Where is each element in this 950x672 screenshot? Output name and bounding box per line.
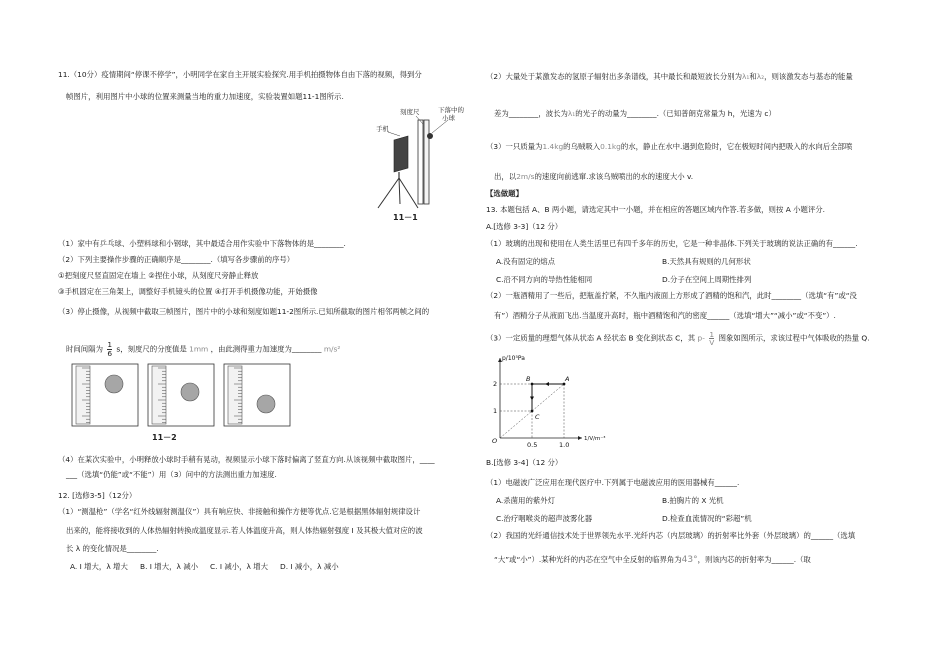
arrow-bc: [530, 397, 534, 401]
ruler-strip: [152, 366, 166, 424]
q13-instruction: 13. 本题包括 A、B 两小题，请选定其中一小题，并在相应的答题区域内作答.若多做，则按 A 小题评分.: [486, 205, 826, 214]
ruler-strip: [228, 366, 242, 424]
ball-image: [181, 383, 199, 401]
ball-image: [105, 375, 123, 393]
q12-title: 12. [选修3-5]（12分）: [58, 491, 137, 500]
q13a-part1-option-d: D.分子在空间上周期性排列: [662, 275, 752, 284]
dash: -: [702, 333, 705, 343]
q11-part4-line1: （4）在某次实验中，小明释放小球时手稍有晃动，视频显示小球下落时偏离了竖直方向.从该视频中截取图片，____: [58, 455, 435, 464]
q12-part1-line3: 长 λ 的变化情况是________.: [66, 544, 159, 553]
q11-stem-line2: 帧图片，利用图片中小球的位置来测量当地的重力加速度，实验装置如题11-1图所示.: [66, 92, 344, 101]
fig1-label-ball2: 小球: [442, 114, 455, 122]
y-tick-1: 1: [493, 407, 498, 415]
x-tick-05: 0.5: [527, 441, 538, 449]
point-b: [531, 383, 534, 386]
point-c: [531, 410, 534, 413]
fig1-caption: 11－1: [393, 213, 418, 222]
q12-part2-line2: 差为________，波长为λ₁的光子的动量为________.（已知普朗克常量为 h，光速为 c）: [494, 109, 776, 118]
elective-label: 【选做题】: [486, 189, 523, 198]
arrow-ab: [545, 382, 549, 386]
x-axis-arrow: [578, 436, 582, 440]
q11-part2: （2）下列主要操作步骤的正确顺序是________.（填写各步骤前的序号）: [58, 255, 295, 264]
fig2-caption: 11－2: [152, 433, 177, 442]
y-axis-label: p/10⁵Pa: [502, 355, 525, 362]
ball-image: [257, 395, 275, 413]
q13b-part2-line1: （2）我国的光纤通信技术处于世界领先水平.光纤内芯（内层玻璃）的折射率比外套（外层玻璃）的______（选填: [486, 531, 856, 540]
origin-label: O: [492, 437, 498, 445]
q13a-title: A.[选修 3-3]（12 分）: [486, 222, 563, 231]
q13b-title: B.[选修 3-4]（12 分）: [486, 458, 563, 467]
q13b-part1-option-b: B.拍胸片的 X 光机: [662, 496, 724, 505]
fig1-label-ruler: 刻度尺: [400, 108, 420, 116]
q13a-part3: （3）一定质量的理想气体从状态 A 经状态 B 变化到状态 C，其 p- $\frac{1}{V}$ 图象如图所示，求该过程中气体吸收的热量 Q.: [486, 330, 870, 347]
p-inverse-v-graph: [486, 352, 606, 452]
q11-stem-line1: 11.（10分）疫情期间“停课不停学”，小明同学在家自主开展实验探究.用手机拍摄物体自由下落的视频，得到分: [58, 70, 422, 79]
q13b-part1-option-a: A.杀菌用的紫外灯: [496, 496, 556, 505]
q13a-part1-option-b: B.天然具有规则的几何形状: [662, 257, 751, 266]
q12-option-c: C. I 减小，λ 增大: [210, 562, 269, 571]
q13a-part1-option-a: A.没有固定的熔点: [496, 257, 556, 266]
q11-part2-steps-b: ③手机固定在三角架上，调整好手机镜头的位置 ④打开手机摄像功能，开始摄像: [58, 287, 318, 296]
ruler-strip: [76, 366, 90, 424]
q12-part2-line1: （2）大量处于某激发态的氢原子辐射出多条谱线，其中最长和最短波长分别为λ₁和λ₂，则该激发态与基态的能量: [486, 72, 853, 81]
q12-part1-line2: 出来的，能将接收到的人体热辐射转换成温度显示.若人体温度升高，则人体热辐射强度 I 及其极大值对应的波: [66, 526, 423, 535]
x-tick-10: 1.0: [559, 441, 570, 449]
q12-part1-line1: （1）“测温枪”（学名“红外线辐射测温仪”）具有响应快、非接触和操作方便等优点.它是根据黑体辐射规律设计: [58, 507, 421, 516]
q13b-part2-line2: “大”或“小”）.某种光纤的内芯在空气中全反射的临界角为43°，则该内芯的折射率为______.（取: [494, 555, 811, 565]
q13a-part2-line2: 有”）酒精分子从液面飞出.当温度升高时，瓶中酒精饱和汽的密度______（选填“增大”“减小”或“不变”）.: [494, 311, 836, 320]
point-a: [563, 383, 566, 386]
fig1-label-ball: 下落中的: [438, 106, 464, 114]
q11-part3-line1: （3）停止摄像，从视频中截取三帧图片，图片中的小球和刻度如题11-2图所示.已知所截取的图片相邻两帧之间的: [58, 307, 430, 316]
fraction-1-v: $\frac{1}{V}$: [709, 330, 715, 347]
q11-part3-line2: 时间间隔为 $\frac{1}{6}$ s，刻度尺的分度值是 1mm ，由此测得重力加速度为________ m/s²: [66, 340, 341, 358]
q12-part3-line1: （3）一只质量为1.4kg的乌贼吸入0.1kg的水，静止在水中.遇到危险时，它在极短时间内把吸入的水向后全部喷: [486, 142, 853, 151]
point-label-a: A: [565, 375, 570, 383]
q12-option-b: B. I 增大，λ 减小: [140, 562, 198, 571]
figure-11-1: [330, 104, 480, 224]
q13b-part1: （1）电磁波广泛应用在现代医疗中.下列属于电磁波应用的医用器械有______.: [486, 478, 740, 487]
q13a-part1: （1）玻璃的出现和使用在人类生活里已有四千多年的历史，它是一种非晶体.下列关于玻璃的说法正确的有______.: [486, 239, 858, 248]
q13b-part1-option-c: C.治疗咽喉炎的超声波雾化器: [496, 514, 593, 523]
q13a-part1-option-c: C.沿不同方向的导热性能相同: [496, 275, 593, 284]
q13b-part1-option-d: D.检查血流情况的“彩超”机: [662, 514, 752, 523]
y-tick-2: 2: [493, 380, 498, 388]
q13a-part2-line1: （2）一瓶酒精用了一些后，把瓶盖拧紧，不久瓶内液面上方形成了酒精的饱和汽，此时________（选填“有”或“没: [486, 291, 857, 300]
point-label-c: C: [535, 413, 540, 421]
point-label-b: B: [526, 375, 531, 383]
q12-option-a: A. I 增大，λ 增大: [70, 562, 128, 571]
q11-part4-line2: ___（选填“仍能”或“不能”）用（3）问中的方法测出重力加速度.: [66, 470, 277, 479]
q11-part2-steps-a: ①把刻度尺竖直固定在墙上 ②捏住小球，从刻度尺旁静止释放: [58, 271, 259, 280]
q11-part1: （1）家中有乒乓球、小塑料球和小钢球，其中最适合用作实验中下落物体的是________.: [58, 239, 346, 248]
q12-part3-line2: 出，以2m/s的速度向前逃窜.求该乌贼喷出的水的速度大小 v.: [494, 172, 694, 181]
fraction-1-6: $\frac{1}{6}$: [107, 340, 113, 358]
x-axis-label: 1/V/m⁻³: [584, 436, 606, 442]
q12-option-d: D. I 减小，λ 减小: [280, 562, 339, 571]
fig1-label-phone: 手机: [376, 125, 389, 133]
figure-11-2: [70, 360, 302, 444]
